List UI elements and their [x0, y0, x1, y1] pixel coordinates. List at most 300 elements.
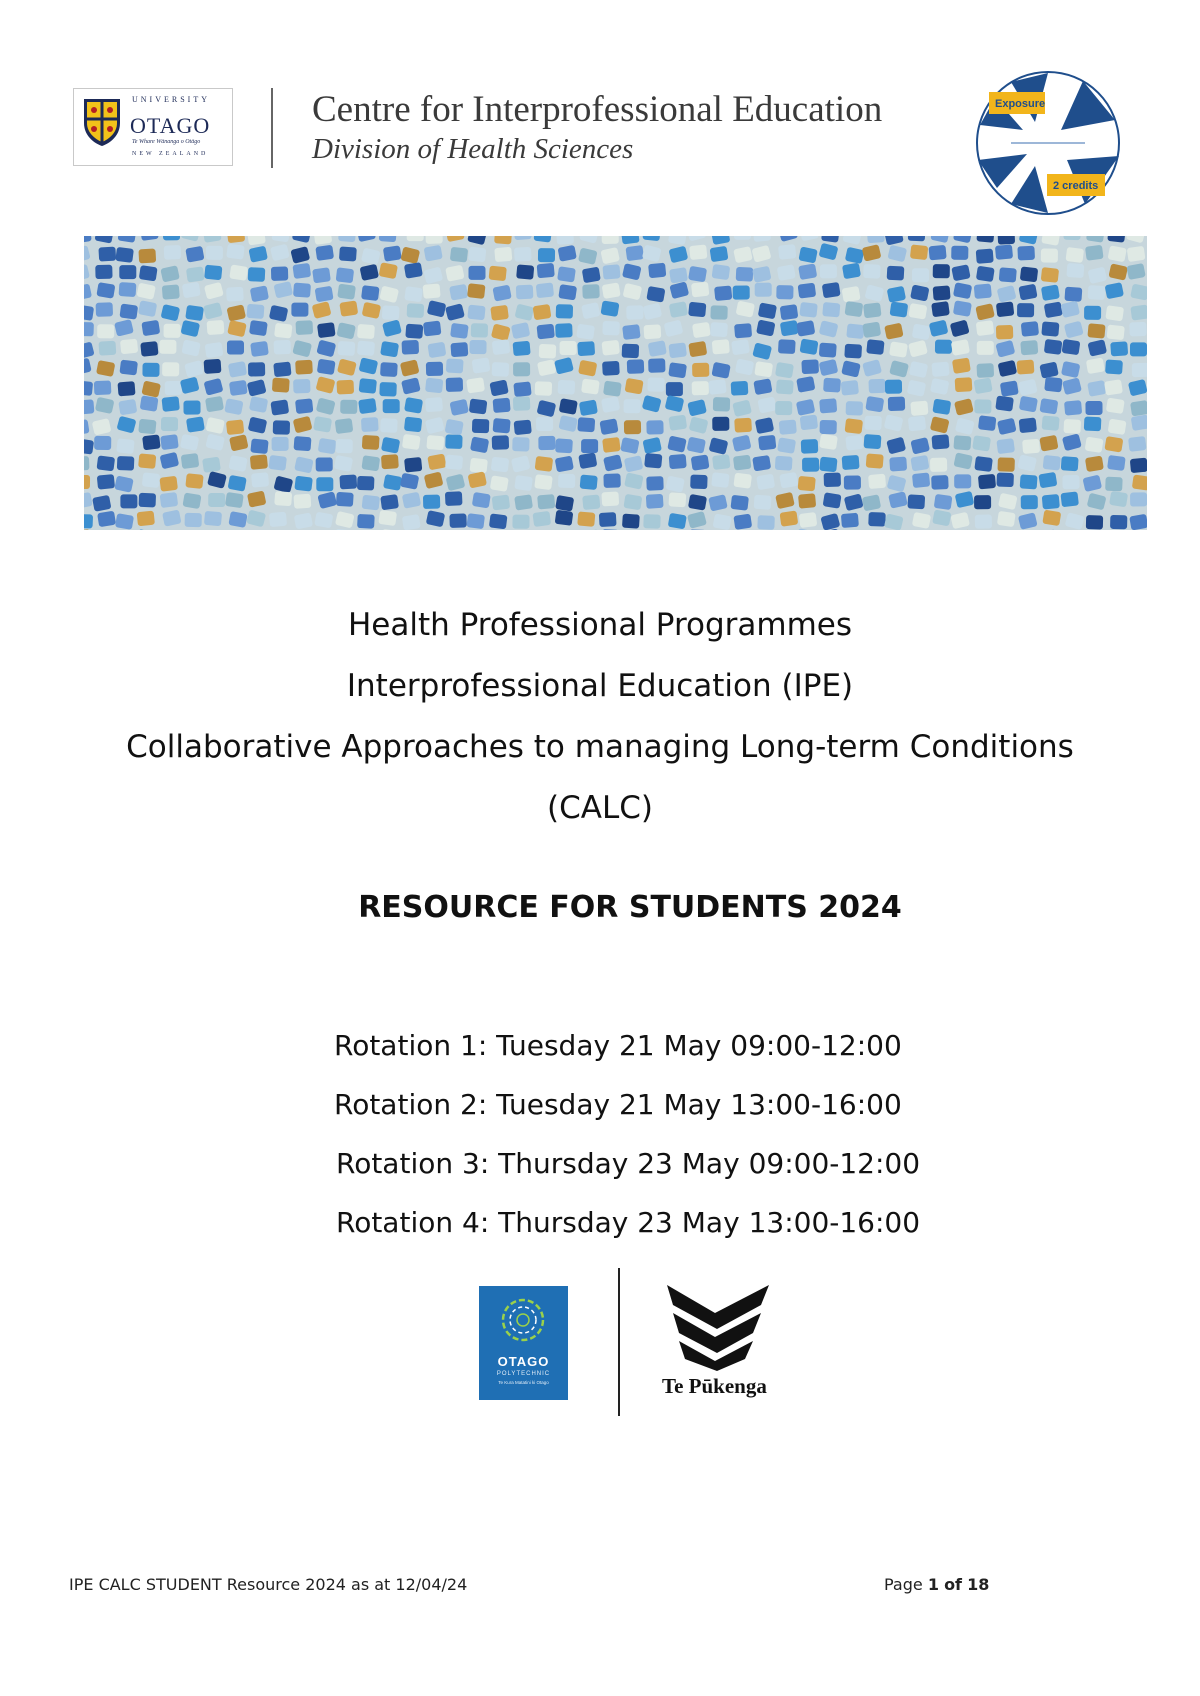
mosaic-tile	[1022, 439, 1040, 454]
mosaic-tile	[1128, 436, 1146, 452]
mosaic-tile	[1085, 456, 1104, 472]
mosaic-tile	[887, 266, 905, 281]
mosaic-tile	[1082, 475, 1102, 492]
mosaic-tile	[139, 265, 158, 281]
mosaic-tile	[953, 236, 973, 243]
mosaic-tile	[555, 495, 574, 512]
mosaic-tile	[292, 236, 312, 243]
mosaic-tile	[207, 471, 227, 489]
mosaic-tile	[907, 380, 927, 397]
mosaic-tile	[445, 419, 464, 436]
mosaic-tile	[226, 244, 245, 260]
mosaic-tile	[691, 282, 709, 298]
mosaic-tile	[357, 324, 375, 339]
mosaic-tile	[514, 494, 533, 510]
mosaic-tile	[449, 284, 468, 301]
mosaic-tile	[818, 243, 838, 261]
mosaic-tile	[798, 283, 817, 299]
mosaic-tile	[359, 378, 377, 394]
mosaic-tile	[558, 415, 578, 432]
mosaic-tile	[273, 420, 290, 434]
mosaic-tile	[427, 300, 447, 317]
mosaic-tile	[687, 437, 706, 454]
mosaic-tile	[844, 493, 864, 511]
mosaic-tile	[578, 360, 597, 377]
mosaic-tile	[120, 339, 138, 355]
mosaic-tile	[623, 494, 642, 510]
mosaic-tile	[84, 380, 93, 396]
mosaic-tile	[754, 361, 773, 377]
mosaic-tile	[998, 360, 1018, 377]
mosaic-tile	[514, 236, 532, 240]
mosaic-tile	[602, 321, 620, 336]
mosaic-tile	[1086, 515, 1103, 529]
mosaic-tile	[581, 439, 598, 453]
mosaic-tile	[888, 491, 908, 508]
mosaic-tile	[1061, 456, 1079, 471]
mosaic-tile	[360, 264, 380, 281]
mosaic-tile	[159, 452, 179, 470]
mosaic-tile	[1085, 437, 1104, 453]
mosaic-tile	[1104, 379, 1123, 395]
mosaic-tile	[380, 494, 399, 510]
mosaic-tile	[601, 491, 619, 506]
mosaic-tile	[141, 320, 160, 336]
mosaic-tile	[1017, 454, 1037, 472]
mosaic-tile	[778, 236, 798, 242]
mosaic-banner-image	[84, 236, 1147, 530]
mosaic-tile	[165, 381, 182, 395]
mosaic-tile	[185, 473, 203, 489]
mosaic-tile	[140, 395, 159, 411]
mosaic-tile	[1017, 360, 1035, 375]
mosaic-tile	[712, 417, 729, 431]
mosaic-tile	[884, 414, 904, 432]
te-pukenga-mark-icon	[665, 1283, 771, 1371]
mosaic-tile	[712, 454, 730, 470]
mosaic-tile	[733, 473, 752, 489]
mosaic-tile	[268, 455, 287, 471]
mosaic-tile	[336, 322, 356, 339]
mosaic-tile	[841, 513, 859, 528]
mosaic-tile	[204, 282, 224, 300]
mosaic-tile	[889, 341, 908, 357]
mosaic-tile	[844, 344, 862, 359]
mosaic-tile	[600, 247, 620, 264]
mosaic-tile	[930, 458, 947, 472]
mosaic-tile	[400, 473, 419, 490]
mosaic-tile	[381, 437, 400, 454]
mosaic-tile	[733, 286, 750, 300]
mosaic-tile	[160, 434, 179, 450]
mosaic-tile	[713, 397, 730, 411]
mosaic-tile	[556, 304, 573, 318]
mosaic-tile	[1021, 321, 1039, 337]
mosaic-tile	[512, 437, 529, 451]
mosaic-tile	[711, 472, 729, 488]
mosaic-tile	[274, 323, 292, 339]
mosaic-tile	[471, 323, 488, 337]
mosaic-tile	[560, 341, 577, 355]
mosaic-tile	[229, 434, 249, 451]
mosaic-tile	[819, 359, 839, 376]
mosaic-tile	[796, 376, 815, 393]
mosaic-tile	[274, 340, 291, 355]
mosaic-tile	[115, 247, 134, 263]
mosaic-tile	[888, 397, 905, 412]
mosaic-tile	[846, 323, 864, 339]
mosaic-tile	[361, 417, 379, 432]
university-of-otago-logo	[73, 88, 233, 166]
mosaic-tile	[912, 512, 931, 529]
mosaic-tile	[976, 266, 995, 282]
mosaic-tile	[1087, 493, 1107, 511]
mosaic-tile	[140, 341, 158, 357]
mosaic-tile	[1019, 236, 1039, 245]
mosaic-tile	[269, 512, 287, 527]
mosaic-tile	[887, 286, 906, 303]
mosaic-tile	[316, 477, 333, 491]
mosaic-tile	[974, 284, 992, 299]
mosaic-tile	[751, 245, 771, 263]
mosaic-tile	[404, 397, 423, 414]
mosaic-tile	[247, 379, 267, 397]
mosaic-tile	[205, 417, 225, 434]
mosaic-tile	[92, 495, 111, 512]
mosaic-tile	[973, 377, 992, 394]
mosaic-tile	[357, 514, 375, 529]
mosaic-tile	[425, 417, 445, 435]
mosaic-tile	[1086, 236, 1105, 243]
mosaic-tile	[862, 322, 881, 339]
mosaic-tile	[821, 236, 840, 243]
mosaic-tile	[975, 303, 995, 320]
mosaic-tile	[84, 438, 94, 454]
mosaic-tile	[1107, 455, 1126, 471]
mosaic-tile	[1044, 301, 1063, 318]
mosaic-tile	[885, 380, 902, 394]
mosaic-tile	[359, 357, 379, 375]
mosaic-tile	[164, 245, 182, 260]
mosaic-tile	[163, 236, 180, 240]
mosaic-tile	[136, 529, 156, 530]
mosaic-tile	[864, 434, 882, 449]
mosaic-tile	[711, 362, 730, 379]
mosaic-tile	[1039, 529, 1059, 530]
mosaic-tile	[118, 399, 137, 416]
mosaic-tile	[426, 435, 444, 450]
mosaic-tile	[820, 264, 837, 278]
mosaic-tile	[185, 305, 204, 321]
mosaic-tile	[292, 340, 312, 358]
mosaic-tile	[184, 360, 204, 378]
mosaic-tile	[687, 511, 707, 529]
mosaic-tile	[161, 304, 181, 321]
mosaic-tile	[976, 363, 994, 378]
mosaic-tile	[316, 340, 336, 358]
mosaic-tile	[97, 324, 114, 338]
mosaic-tile	[489, 266, 507, 282]
mosaic-tile	[96, 302, 114, 317]
mosaic-tile	[689, 529, 706, 530]
mosaic-tile	[271, 236, 290, 242]
mosaic-tile	[381, 529, 400, 530]
mosaic-tile	[95, 265, 112, 279]
mosaic-tile	[247, 304, 265, 319]
mosaic-tile	[1088, 267, 1108, 285]
mosaic-tile	[868, 474, 886, 489]
mosaic-tile	[293, 379, 310, 394]
mosaic-tile	[511, 455, 531, 473]
mosaic-tile	[1105, 477, 1123, 492]
mosaic-tile	[1087, 339, 1107, 356]
mosaic-tile	[688, 302, 706, 318]
mosaic-tile	[450, 247, 468, 263]
mosaic-tile	[952, 357, 971, 374]
mosaic-tile	[753, 378, 772, 395]
mosaic-tile	[842, 455, 860, 470]
mosaic-tile	[953, 300, 972, 317]
mosaic-tile	[996, 472, 1014, 487]
mosaic-tile	[577, 341, 595, 356]
mosaic-tile	[908, 236, 926, 241]
mosaic-tile	[1085, 245, 1104, 261]
mosaic-tile	[229, 380, 248, 396]
mosaic-tile	[336, 492, 354, 507]
footer-document-label: IPE CALC STUDENT Resource 2024 as at 12/04/24	[69, 1575, 468, 1594]
mosaic-tile	[1041, 284, 1060, 301]
mosaic-tile	[228, 475, 247, 492]
mosaic-tile	[600, 300, 619, 317]
mosaic-tile	[1018, 379, 1038, 396]
mosaic-tile	[362, 435, 380, 450]
mosaic-tile	[423, 283, 441, 298]
mosaic-tile	[291, 303, 308, 317]
mosaic-tile	[208, 493, 225, 507]
mosaic-tile	[84, 358, 92, 375]
mosaic-tile	[1108, 245, 1127, 262]
mosaic-tile	[799, 512, 818, 528]
mosaic-tile	[713, 513, 732, 530]
mosaic-tile	[819, 320, 839, 338]
mosaic-tile	[1126, 236, 1146, 243]
mosaic-tile	[582, 494, 600, 510]
mosaic-tile	[798, 476, 816, 491]
mosaic-tile	[445, 434, 462, 449]
mosaic-tile	[1063, 236, 1080, 240]
mosaic-tile	[1129, 322, 1146, 336]
mosaic-tile	[889, 360, 909, 378]
mosaic-tile	[335, 511, 355, 529]
mosaic-tile	[294, 476, 313, 492]
mosaic-tile	[976, 236, 994, 243]
mosaic-tile	[228, 455, 247, 472]
mosaic-tile	[226, 304, 246, 321]
mosaic-tile	[203, 378, 223, 396]
mosaic-tile	[799, 236, 818, 241]
mosaic-tile	[425, 378, 443, 394]
mosaic-tile	[997, 418, 1017, 435]
mosaic-tile	[819, 398, 837, 413]
mosaic-tile	[468, 266, 485, 280]
mosaic-tile	[884, 323, 903, 340]
mosaic-tile	[752, 455, 771, 472]
mosaic-tile	[84, 245, 91, 263]
mosaic-tile	[1105, 305, 1124, 321]
mosaic-tile	[667, 435, 687, 452]
mosaic-tile	[863, 264, 881, 279]
mosaic-tile	[317, 491, 337, 509]
mosaic-tile	[758, 435, 776, 451]
mosaic-tile	[972, 435, 991, 451]
mosaic-tile	[161, 417, 178, 431]
mosaic-tile	[931, 301, 950, 317]
mosaic-tile	[446, 474, 466, 492]
mosaic-tile	[974, 495, 991, 509]
rotation-item: Rotation 2: Tuesday 21 May 13:00-16:00	[334, 1088, 902, 1121]
mosaic-tile	[228, 511, 247, 528]
mosaic-tile	[1042, 494, 1060, 509]
page-of: of	[944, 1575, 963, 1594]
mosaic-tile	[185, 246, 204, 263]
mosaic-tile	[753, 236, 771, 242]
mosaic-tile	[96, 360, 115, 377]
mosaic-tile	[846, 401, 863, 416]
mosaic-tile	[1085, 401, 1102, 415]
mosaic-tile	[472, 492, 491, 508]
header-divider	[271, 88, 273, 168]
mosaic-tile	[338, 236, 356, 242]
mosaic-tile	[1044, 377, 1062, 393]
mosaic-tile	[1065, 247, 1084, 263]
mosaic-tile	[426, 362, 443, 376]
mosaic-tile	[802, 458, 819, 472]
mosaic-tile	[492, 285, 511, 302]
mosaic-tile	[734, 236, 751, 240]
mosaic-tile	[533, 236, 552, 243]
mosaic-tile	[910, 244, 928, 260]
mosaic-tile	[845, 247, 865, 264]
mosaic-tile	[1130, 342, 1147, 356]
mosaic-tile	[469, 458, 487, 474]
mosaic-tile	[84, 322, 94, 337]
mosaic-tile	[335, 418, 354, 434]
mosaic-tile	[445, 455, 463, 470]
mosaic-tile	[624, 420, 641, 434]
mosaic-tile	[731, 381, 749, 396]
mosaic-tile	[668, 246, 688, 264]
mosaic-tile	[138, 300, 157, 317]
mosaic-tile	[953, 282, 972, 299]
mosaic-tile	[492, 339, 511, 355]
mosaic-tile	[822, 282, 841, 298]
mosaic-tile	[273, 476, 293, 494]
mosaic-tile	[516, 285, 534, 300]
mosaic-tile	[978, 415, 996, 431]
mosaic-tile	[1018, 512, 1038, 530]
mosaic-tile	[688, 266, 707, 283]
mosaic-tile	[665, 395, 685, 413]
mosaic-tile	[423, 321, 442, 337]
mosaic-tile	[688, 341, 707, 358]
mosaic-tile	[823, 492, 842, 509]
mosaic-tile	[910, 401, 928, 416]
mosaic-tile	[181, 453, 200, 469]
mosaic-tile	[249, 396, 268, 413]
mosaic-tile	[142, 472, 160, 488]
mosaic-tile	[648, 358, 665, 372]
mosaic-tile	[931, 434, 949, 449]
mosaic-tile	[357, 341, 375, 356]
mosaic-tile	[468, 247, 486, 263]
mosaic-tile	[119, 360, 138, 376]
mosaic-tile	[734, 323, 752, 338]
mosaic-tile	[269, 305, 289, 322]
mosaic-tile	[514, 247, 532, 262]
badge-top-label: Exposure	[995, 98, 1046, 110]
mosaic-tile	[1038, 472, 1057, 489]
mosaic-tile	[775, 456, 793, 471]
mosaic-tile	[819, 434, 838, 450]
mosaic-tile	[449, 399, 469, 416]
mosaic-tile	[138, 453, 156, 469]
mosaic-tile	[1063, 419, 1081, 434]
mosaic-tile	[180, 320, 200, 337]
mosaic-tile	[887, 475, 907, 493]
mosaic-tile	[535, 456, 554, 472]
mosaic-tile	[1130, 492, 1147, 506]
mosaic-tile	[908, 416, 926, 432]
mosaic-tile	[999, 267, 1017, 282]
mosaic-tile	[84, 475, 90, 489]
mosaic-tile	[710, 305, 727, 320]
mosaic-tile	[1018, 284, 1037, 301]
mosaic-tile	[1039, 361, 1059, 378]
mosaic-tile	[1062, 339, 1081, 355]
mosaic-tile	[602, 437, 621, 453]
mosaic-tile	[316, 397, 336, 415]
mosaic-tile	[1039, 435, 1058, 452]
mosaic-tile	[314, 236, 333, 245]
mosaic-tile	[775, 362, 794, 379]
mosaic-tile	[711, 236, 730, 245]
rotation-item: Rotation 4: Thursday 23 May 13:00-16:00	[336, 1206, 921, 1239]
mosaic-tile	[1107, 325, 1125, 341]
mosaic-tile	[624, 472, 644, 489]
mosaic-tile	[445, 491, 463, 506]
mosaic-tile	[708, 379, 727, 395]
mosaic-tile	[467, 305, 485, 321]
mosaic-tile	[248, 246, 268, 263]
mosaic-tile	[84, 419, 90, 435]
mosaic-tile	[203, 236, 222, 243]
mosaic-tile	[754, 495, 772, 510]
mosaic-tile	[778, 244, 796, 260]
mosaic-tile	[536, 417, 553, 431]
mosaic-tile	[400, 246, 420, 264]
mosaic-tile	[466, 377, 485, 393]
mosaic-tile	[601, 396, 620, 413]
mosaic-tile	[866, 339, 884, 355]
mosaic-tile	[316, 457, 333, 471]
mosaic-tile	[84, 399, 94, 414]
mosaic-tile	[995, 244, 1013, 259]
mosaic-tile	[162, 284, 180, 299]
mosaic-tile	[84, 529, 91, 530]
mosaic-tile	[1066, 263, 1084, 278]
mosaic-tile	[824, 473, 841, 488]
mosaic-tile	[689, 244, 707, 260]
